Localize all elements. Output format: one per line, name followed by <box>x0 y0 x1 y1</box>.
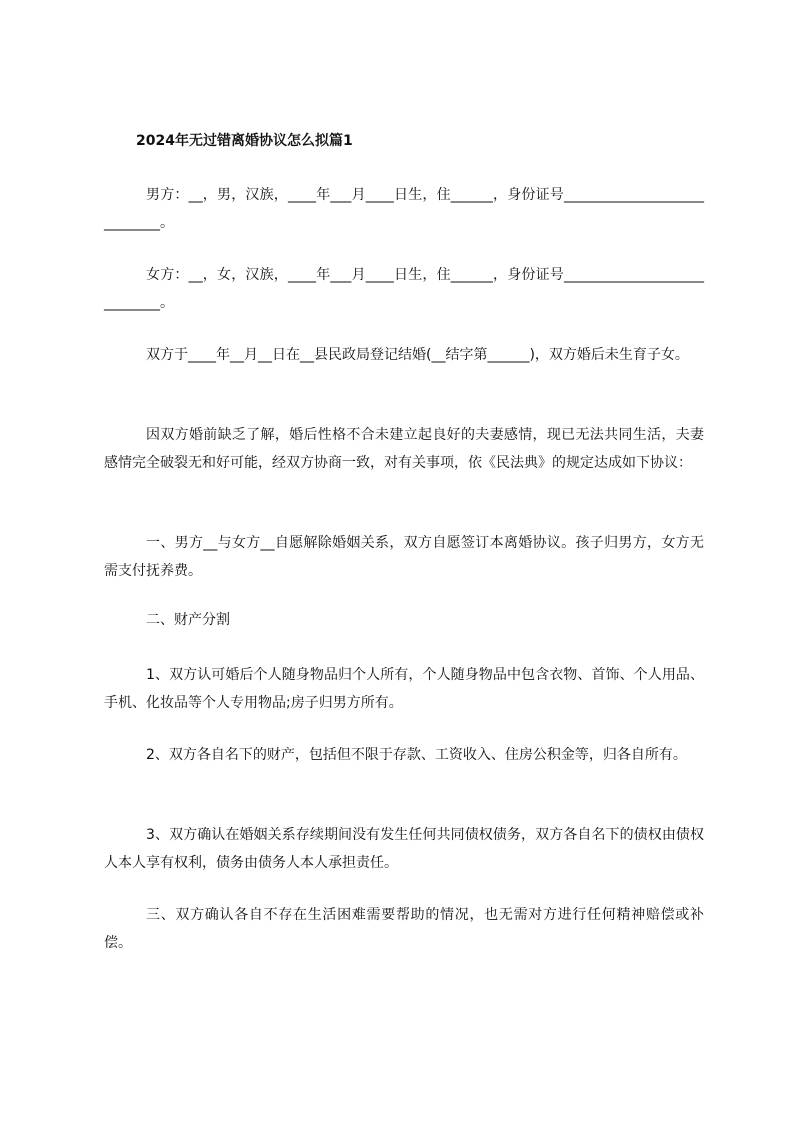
paragraph-divorce-reason: 因双方婚前缺乏了解，婚后性格不合未建立起良好的夫妻感情，现已无法共同生活，夫妻感情完全破裂无和好可能，经双方协商一致，对有关事项，依《民法典》的规定达成如下协议： <box>104 427 704 471</box>
paragraph-property-item-1: 1、双方认可婚后个人随身物品归个人所有，个人随身物品中包含衣物、首饰、个人用品、手机、化妆品等个人专用物品;房子归男方所有。 <box>104 667 704 711</box>
paragraph-property-item-2: 2、双方各自名下的财产，包括但不限于存款、工资收入、住房公积金等，归各自所有。 <box>146 747 687 763</box>
paragraph-marriage-registration: 双方于____年__月__日在__县民政局登记结婚(__结字第______)，双方婚后未生育子女。 <box>146 347 689 363</box>
paragraph-property-item-3: 3、双方确认在婚姻关系存续期间没有发生任何共同债权债务，双方各自名下的债权由债权人本人享有权利，债务由债务人本人承担责任。 <box>104 827 704 871</box>
document-title: 2024年无过错离婚协议怎么拟篇1 <box>136 133 353 149</box>
paragraph-clause-one: 一、男方__与女方__自愿解除婚姻关系，双方自愿签订本离婚协议。孩子归男方，女方无需支付抚养费。 <box>104 535 704 579</box>
paragraph-clause-two-heading: 二、财产分割 <box>146 612 230 628</box>
paragraph-clause-three: 三、双方确认各自不存在生活困难需要帮助的情况，也无需对方进行任何精神赔偿或补偿。 <box>104 907 704 951</box>
paragraph-husband-info: 男方：__，男，汉族，____年___月____日生，住______，身份证号____________________________。 <box>104 187 704 231</box>
paragraph-wife-info: 女方：__，女，汉族，____年___月____日生，住______，身份证号____________________________。 <box>104 267 704 311</box>
